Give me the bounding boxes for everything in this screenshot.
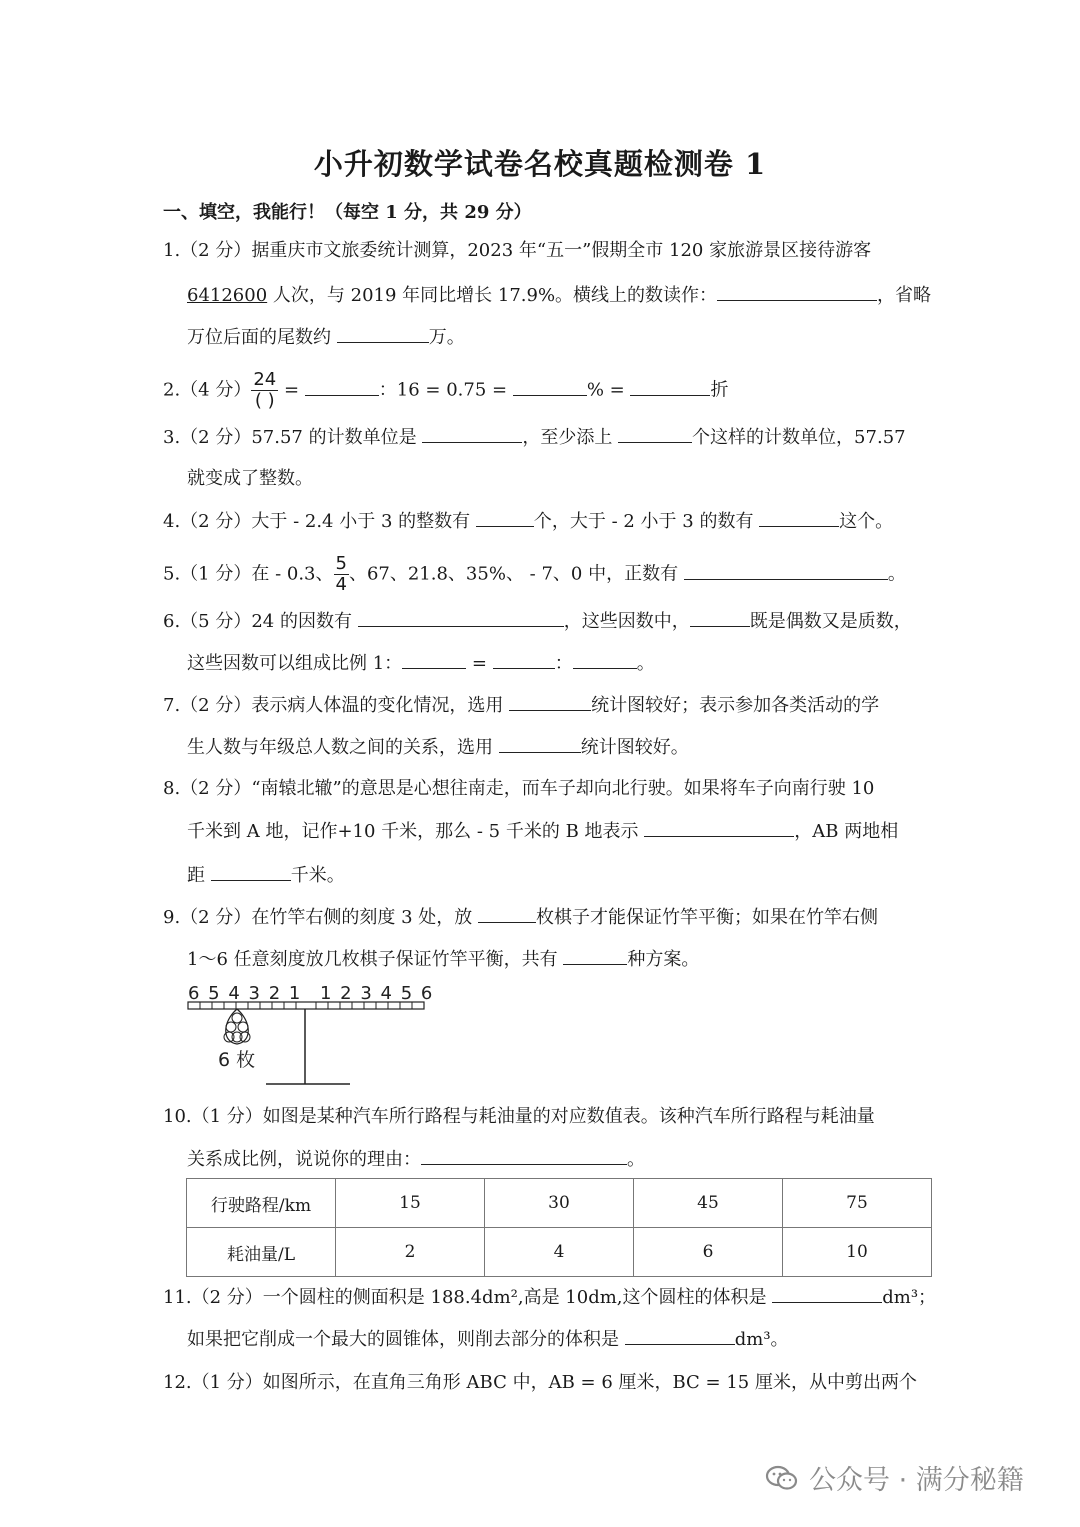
q7-blank-1[interactable] bbox=[509, 692, 591, 711]
q2-text: 2.（4 分） bbox=[163, 379, 252, 401]
balance-diagram bbox=[180, 978, 440, 1090]
table-row bbox=[187, 1228, 932, 1277]
q6-text: ： bbox=[554, 653, 573, 674]
q1-line3 bbox=[187, 324, 465, 351]
watermark bbox=[765, 1458, 1024, 1497]
q6-text: 。 bbox=[636, 653, 655, 674]
q10-text: 。 bbox=[627, 1149, 645, 1170]
q1-blank-1[interactable] bbox=[717, 282, 877, 301]
table-row bbox=[187, 1179, 932, 1228]
table-cell: 15 bbox=[336, 1179, 485, 1228]
q9-blank-2[interactable] bbox=[563, 946, 627, 965]
q6-text: = bbox=[466, 653, 493, 674]
q8-text: 千米到 A 地，记作+10 千米，那么 - 5 千米的 B 地表示 bbox=[187, 821, 645, 842]
q8-blank-2[interactable] bbox=[211, 862, 291, 881]
section-heading: 一、填空，我能行！（每空 1 分，共 29 分） bbox=[163, 202, 532, 223]
q2-blank-1[interactable] bbox=[305, 377, 379, 396]
q10-blank[interactable] bbox=[421, 1146, 627, 1165]
q6-text: 6.（5 分）24 的因数有 bbox=[163, 611, 358, 632]
q10-text: 关系成比例，说说你的理由： bbox=[187, 1149, 421, 1170]
q7-text: 7.（2 分）表示病人体温的变化情况，选用 bbox=[163, 695, 510, 716]
q1-text: ，省略 bbox=[877, 285, 932, 306]
q8-line3 bbox=[187, 862, 345, 889]
chess-pieces bbox=[224, 1013, 250, 1042]
q11-text: dm³； bbox=[882, 1287, 937, 1308]
q10-line1: 10.（1 分）如图是某种汽车所行路程与耗油量的对应数值表。该种汽车所行路程与耗油量 bbox=[163, 1106, 875, 1127]
fraction-denominator: 4 bbox=[335, 574, 347, 595]
q4-blank-2[interactable] bbox=[759, 508, 839, 527]
q11-text: 如果把它削成一个最大的圆锥体，则削去部分的体积是 bbox=[187, 1329, 625, 1350]
q6-text: 既是偶数又是质数， bbox=[749, 611, 912, 632]
table-cell: 2 bbox=[336, 1228, 485, 1277]
q1-text: 万位后面的尾数约 bbox=[187, 327, 337, 348]
q7-text: 生人数与年级总人数之间的关系，选用 bbox=[187, 737, 499, 758]
fraction-numerator: 5 bbox=[335, 553, 347, 574]
q3-text: ，至少添上 bbox=[522, 427, 619, 448]
q3-blank-2[interactable] bbox=[618, 424, 692, 443]
q4-blank-1[interactable] bbox=[476, 508, 534, 527]
q8-blank-1[interactable] bbox=[644, 818, 794, 837]
q9-blank-1[interactable] bbox=[478, 904, 536, 923]
scale-numbers-left: 6 5 4 3 2 1 bbox=[188, 983, 302, 1004]
q4-text: 这个。 bbox=[839, 511, 894, 532]
q7-line2 bbox=[187, 734, 689, 761]
q5-text: 。 bbox=[887, 563, 906, 585]
scale-numbers-right: 1 2 3 4 5 6 bbox=[320, 983, 434, 1004]
q5-line bbox=[163, 554, 906, 595]
table-cell: 75 bbox=[783, 1179, 932, 1228]
q6-text: 这些因数可以组成比例 1： bbox=[187, 653, 403, 674]
q8-line1: 8.（2 分）“南辕北辙”的意思是心想往南走，而车子却向北行驶。如果将车子向南行驶 10 bbox=[163, 778, 875, 799]
table-cell: 行驶路程/km bbox=[187, 1179, 336, 1228]
q11-blank-2[interactable] bbox=[625, 1326, 735, 1345]
pieces-bag bbox=[226, 1009, 249, 1044]
q6-blank-4[interactable] bbox=[493, 650, 555, 669]
q2-fraction bbox=[251, 370, 278, 411]
table-cell: 6 bbox=[634, 1228, 783, 1277]
q11-text: dm³。 bbox=[734, 1329, 789, 1350]
page-title: 小升初数学试卷名校真题检测卷 1 bbox=[313, 147, 767, 181]
q3-line1 bbox=[163, 424, 906, 451]
q6-text: ，这些因数中， bbox=[563, 611, 690, 632]
q6-blank-2[interactable] bbox=[690, 608, 750, 627]
q7-text: 统计图较好。 bbox=[580, 737, 689, 758]
mileage-fuel-table bbox=[186, 1178, 932, 1277]
q2-text: 折 bbox=[710, 379, 729, 401]
q5-blank[interactable] bbox=[684, 561, 888, 580]
q1-line2 bbox=[187, 282, 931, 309]
q4-text: 4.（2 分）大于 - 2.4 小于 3 的整数有 bbox=[163, 511, 476, 532]
q10-line2 bbox=[187, 1146, 645, 1173]
table-cell: 10 bbox=[783, 1228, 932, 1277]
q9-text: 1～6 任意刻度放几枚棋子保证竹竿平衡，共有 bbox=[187, 949, 564, 970]
q3-line2: 就变成了整数。 bbox=[187, 468, 313, 489]
q9-line1 bbox=[163, 904, 878, 931]
q11-blank-1[interactable] bbox=[772, 1284, 882, 1303]
watermark-text: 公众号 · 满分秘籍 bbox=[809, 1465, 1024, 1496]
q8-text: ，AB 两地相 bbox=[794, 821, 899, 842]
q2-blank-2[interactable] bbox=[513, 377, 587, 396]
q1-blank-2[interactable] bbox=[337, 324, 429, 343]
q4-text: 个，大于 - 2 小于 3 的数有 bbox=[533, 511, 760, 532]
q6-blank-3[interactable] bbox=[402, 650, 466, 669]
q1-number: 6412600 bbox=[187, 285, 268, 306]
fraction-numerator: 24 bbox=[253, 369, 277, 390]
q9-text: 9.（2 分）在竹竿右侧的刻度 3 处，放 bbox=[163, 907, 478, 928]
q9-text: 枚棋子才能保证竹竿平衡；如果在竹竿右侧 bbox=[535, 907, 878, 928]
q7-blank-2[interactable] bbox=[499, 734, 581, 753]
q11-text: 11.（2 分）一个圆柱的侧面积是 188.4dm²,高是 10dm,这个圆柱的体积是 bbox=[163, 1287, 773, 1308]
q5-text: 、67、21.8、35%、 - 7、0 中，正数有 bbox=[348, 563, 684, 585]
q7-line1 bbox=[163, 692, 879, 719]
q6-blank-5[interactable] bbox=[573, 650, 637, 669]
pieces-label: 6 枚 bbox=[218, 1049, 256, 1071]
wechat-icon bbox=[765, 1464, 799, 1492]
q1-text: 人次，与 2019 年同比增长 17.9%。横线上的数读作： bbox=[267, 285, 718, 306]
q2-text: % = bbox=[586, 379, 631, 401]
q11-line1 bbox=[163, 1284, 936, 1311]
table-cell: 30 bbox=[485, 1179, 634, 1228]
table-cell: 耗油量/L bbox=[187, 1228, 336, 1277]
q8-text: 千米。 bbox=[290, 865, 345, 886]
q8-text: 距 bbox=[187, 865, 211, 886]
q4-line bbox=[163, 508, 893, 535]
q9-text: 种方案。 bbox=[627, 949, 700, 970]
q7-text: 统计图较好；表示参加各类活动的学 bbox=[591, 695, 880, 716]
q6-line1 bbox=[163, 608, 912, 635]
q3-text: 3.（2 分）57.57 的计数单位是 bbox=[163, 427, 423, 448]
q11-line2 bbox=[187, 1326, 789, 1353]
q2-text: ：16 = 0.75 = bbox=[378, 379, 513, 401]
q3-blank-1[interactable] bbox=[422, 424, 522, 443]
q5-fraction bbox=[334, 554, 349, 595]
fraction-denominator: ( ) bbox=[254, 390, 275, 411]
table-cell: 45 bbox=[634, 1179, 783, 1228]
q1-line1: 1.（2 分）据重庆市文旅委统计测算，2023 年“五一”假期全市 120 家旅游景区接待游客 bbox=[163, 240, 872, 261]
q2-line bbox=[163, 370, 728, 411]
q1-text: 万。 bbox=[428, 327, 465, 348]
q2-blank-3[interactable] bbox=[630, 377, 710, 396]
table-cell: 4 bbox=[485, 1228, 634, 1277]
q6-line2 bbox=[187, 650, 655, 677]
q5-text: 5.（1 分）在 - 0.3、 bbox=[163, 563, 334, 585]
q12-line1: 12.（1 分）如图所示，在直角三角形 ABC 中，AB = 6 厘米，BC = 15 厘米，从中剪出两个 bbox=[163, 1372, 917, 1393]
q2-text: = bbox=[278, 379, 305, 401]
q3-text: 个这样的计数单位，57.57 bbox=[692, 427, 906, 448]
q9-line2 bbox=[187, 946, 699, 973]
q6-blank-1[interactable] bbox=[358, 608, 564, 627]
q8-line2 bbox=[187, 818, 898, 845]
